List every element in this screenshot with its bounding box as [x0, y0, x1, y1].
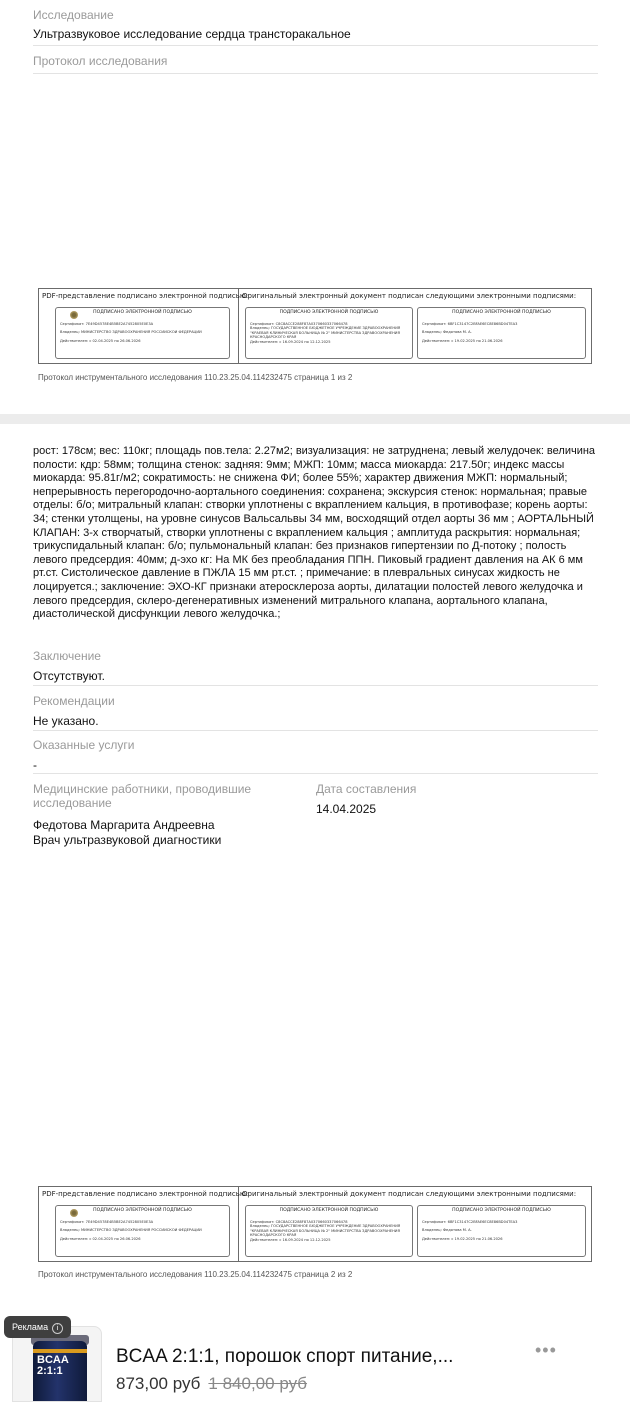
signature-card-doctor [417, 1205, 586, 1257]
certificate-validity: Действителен: с 02.04.2025 по 26.06.2026 [60, 1236, 141, 1241]
ad-badge[interactable] [4, 1316, 71, 1338]
study-findings-text: рост: 178см; вес: 110кг; площадь пов.тела: 2.27м2; визуализация: не затруднена; левый желудочек: величина полости: кдр: 58мм; толщина стенок: задняя: 9мм; МЖП: 10мм; масса миокарда: 217.50г; индекс массы миокарда: 95.81г/м2; сократимость: не снижена ФИ; более 55%; характер движения МЖП: нормальный; непрерывность перегородочно-аортального соединения: сохранена; экскурсия стенок: нормальная; правые отделы: б/о; митральный клапан: створки уплотнены с вкраплением кальция, в противофазе; корень аорты: 34; стенки утолщены, на уровне синусов Вальсальвы 34 мм, восходящий отдел аорты 36 мм ; АОРТАЛЬНЫЙ КЛАПАН: 3-х створчатый, створки уплотнены с вкраплением кальция ; амплитуда раскрытия: нормальная; трикуспидальный клапан: б/о; пульмональный клапан: без признаков гипертензии по Д-потоку ; полость левого предсердия: 40мм; д-эхо кг: На МК без преобладания ППН. Пиковый градиент давления на АК 6 мм рт.ст. Систолическое давление в ПЖЛА 15 мм рт.ст. ; примечание: в плевральных синусах жидкость не лоцируется.; заключение: ЭХО-КГ признаки атеросклероза аорты, дилатации полостей левого желудочка и левого предсердия, склеро-дегенеративных изменений митрального клапана, аортального клапана, диастолической дисфункции левого желудочка.; [33, 445, 596, 621]
certificate-validity: Действителен: с 19.02.2025 по 21.06.2026 [422, 338, 503, 343]
ad-old-price: 1 840,00 руб [208, 1374, 308, 1393]
signature-card-title: ПОДПИСАНО ЭЛЕКТРОННОЙ ПОДПИСЬЮ [93, 310, 192, 315]
certificate-validity: Действителен: с 02.04.2025 по 26.06.2026 [60, 338, 141, 343]
study-field [33, 8, 598, 42]
certificate-validity: Действителен: с 16.09.2024 по 12.12.2025 [250, 1237, 331, 1242]
signature-card-title: ПОДПИСАНО ЭЛЕКТРОННОЙ ПОДПИСЬЮ [93, 1208, 192, 1213]
certificate-number: Сертификат: 7E49D4578E4B5BE2A7452805E0E3A [60, 1219, 154, 1224]
pdf-signature-header: PDF-представление подписано электронной подписью: [42, 292, 249, 300]
conclusion-label: Заключение [33, 649, 101, 663]
services-label: Оказанные услуги [33, 738, 135, 752]
ad-price: 873,00 руб [116, 1374, 201, 1393]
protocol-label: Протокол исследования [33, 54, 168, 68]
signature-card-title: ПОДПИСАНО ЭЛЕКТРОННОЙ ПОДПИСЬЮ [452, 310, 551, 315]
certificate-number: Сертификат: C8C8ACCE288F87A0370660337066478 [250, 1219, 348, 1224]
divider [33, 685, 598, 686]
jar-stripe [33, 1349, 87, 1353]
signature-card-hospital [245, 307, 413, 359]
recommendations-value: Не указано. [33, 714, 99, 728]
certificate-owner: Владелец: Федотова М. А. [422, 330, 472, 335]
certificate-validity: Действителен: с 16.09.2024 по 12.12.2025 [250, 339, 331, 344]
certificate-number: Сертификат: 7E49D4578E4B5BE2A7452805E0E3A [60, 321, 154, 326]
date-label: Дата составления [316, 782, 417, 796]
page-footer-1: Протокол инструментального исследования 110.23.25.04.114232475 страница 1 из 2 [38, 373, 353, 382]
page-footer-2: Протокол инструментального исследования 110.23.25.04.114232475 страница 2 из 2 [38, 1270, 353, 1279]
recommendations-field [33, 694, 598, 729]
study-value: Ультразвуковое исследование сердца трансторакальное [33, 27, 351, 41]
emblem-icon [70, 311, 78, 319]
divider [33, 73, 598, 74]
info-icon[interactable]: i [52, 1323, 63, 1334]
signature-card-ministry [55, 307, 230, 359]
orig-signature-header: Оригинальный электронный документ подписан следующими электронными подписями: [242, 292, 577, 300]
staff-name: Федотова Маргарита Андреевна [33, 818, 215, 832]
services-field [33, 738, 598, 773]
divider [33, 45, 598, 46]
signature-card-hospital [245, 1205, 413, 1257]
emblem-icon [70, 1209, 78, 1217]
certificate-owner: Владелец: Федотова М. А. [422, 1228, 472, 1233]
signature-card-title: ПОДПИСАНО ЭЛЕКТРОННОЙ ПОДПИСЬЮ [279, 1208, 379, 1213]
jar-label: BCAA 2:1:1 [37, 1354, 69, 1377]
more-options-icon[interactable]: ••• [535, 1340, 557, 1360]
certificate-owner: Владелец: МИНИСТЕРСТВО ЗДРАВООХРАНЕНИЯ РОССИЙСКОЙ ФЕДЕРАЦИИ [60, 330, 202, 335]
signature-divider [238, 289, 239, 363]
signature-card-doctor [417, 307, 586, 359]
recommendations-label: Рекомендации [33, 694, 115, 708]
ad-title[interactable]: BCAA 2:1:1, порошок спорт питание,... [116, 1346, 454, 1367]
protocol-field [33, 54, 598, 68]
staff-role: Врач ультразвуковой диагностики [33, 833, 222, 847]
certificate-owner: Владелец: ГОСУДАРСТВЕННОЕ БЮДЖЕТНОЕ УЧРЕЖДЕНИЕ ЗДРАВООХРАНЕНИЯ "КРАЕВАЯ КЛИНИЧЕСКАЯ БОЛЬНИЦА № 2" МИНИСТЕРСТВА ЗДРАВООХРАНЕНИЯ КРАСНОДАРСКОГО КРАЯ [250, 1224, 401, 1238]
signature-card-title: ПОДПИСАНО ЭЛЕКТРОННОЙ ПОДПИСЬЮ [279, 310, 379, 315]
pdf-signature-header: PDF-представление подписано электронной подписью: [42, 1190, 249, 1198]
ad-badge-label: Реклама [12, 1322, 49, 1332]
signature-block-page-2 [38, 1186, 592, 1262]
ad-price-row [116, 1374, 307, 1394]
certificate-number: Сертификат: 6BF1C3147C2BFAE6EC8E86BD04TEA3 [422, 321, 518, 326]
conclusion-field [33, 649, 598, 684]
certificate-owner: Владелец: МИНИСТЕРСТВО ЗДРАВООХРАНЕНИЯ РОССИЙСКОЙ ФЕДЕРАЦИИ [60, 1228, 202, 1233]
staff-field [33, 782, 273, 848]
signature-block-page-1 [38, 288, 592, 364]
certificate-number: Сертификат: C8C8ACCE288F87A0370660337066478 [250, 321, 348, 326]
divider [33, 730, 598, 731]
study-label: Исследование [33, 8, 114, 22]
divider [33, 773, 598, 774]
certificate-owner: Владелец: ГОСУДАРСТВЕННОЕ БЮДЖЕТНОЕ УЧРЕЖДЕНИЕ ЗДРАВООХРАНЕНИЯ "КРАЕВАЯ КЛИНИЧЕСКАЯ БОЛЬНИЦА № 2" МИНИСТЕРСТВА ЗДРАВООХРАНЕНИЯ КРАСНОДАРСКОГО КРАЯ [250, 326, 401, 340]
signature-card-ministry [55, 1205, 230, 1257]
certificate-number: Сертификат: 6BF1C3147C2BFAE6EC8E86BD04TEA3 [422, 1219, 518, 1224]
page-separator [0, 414, 630, 424]
signature-divider [238, 1187, 239, 1261]
services-value: - [33, 758, 37, 772]
date-field [316, 782, 566, 817]
certificate-validity: Действителен: с 19.02.2025 по 21.06.2026 [422, 1236, 503, 1241]
staff-label: Медицинские работники, проводившие исследование [33, 782, 252, 810]
conclusion-value: Отсутствуют. [33, 669, 105, 683]
signature-card-title: ПОДПИСАНО ЭЛЕКТРОННОЙ ПОДПИСЬЮ [452, 1208, 551, 1213]
orig-signature-header: Оригинальный электронный документ подписан следующими электронными подписями: [242, 1190, 577, 1198]
date-value: 14.04.2025 [316, 802, 377, 816]
